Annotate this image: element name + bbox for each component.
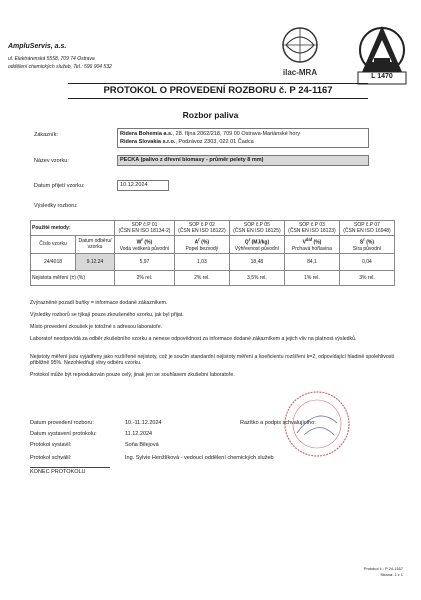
table-row bbox=[31, 253, 395, 270]
sample-name-value: PECKA (palivo z dřevní biomasy - průměr pelety 8 mm) bbox=[117, 155, 369, 166]
sample-no-cell: 24/4018 bbox=[31, 253, 76, 270]
value-cell: 0,04 bbox=[339, 253, 394, 270]
value-cell: 18,48 bbox=[229, 253, 284, 270]
page-number: Strana: 1 z 1 bbox=[380, 572, 403, 577]
note-highlight: Zvýrazněné pozadí buňky = informace dodané zákazníkem. bbox=[30, 300, 168, 306]
issued-by-label: Protokol vystavil: bbox=[30, 442, 72, 448]
company-address: ul. Elektrárenská 5558, 709 74 Ostrava bbox=[8, 56, 95, 62]
methods-label: Použité metody: bbox=[31, 221, 115, 236]
param-header: $Q^r$ (MJ/kg) Výhřevnost původní bbox=[229, 236, 284, 254]
col-sample-date: Datum odběru/ vzorku bbox=[76, 236, 115, 254]
method-cell: SOP č.P 07 (ČSN EN ISO 16948) bbox=[339, 221, 394, 236]
uncertainty-cell: 3,5% rel. bbox=[229, 270, 284, 285]
note-location: Místo provedení zkoušek je totožné s adresou laboratoře. bbox=[30, 324, 163, 330]
value-cell: 5,97 bbox=[115, 253, 175, 270]
param-header-row bbox=[31, 236, 395, 254]
cai-accreditation-logo bbox=[352, 20, 412, 88]
param-header: $A^r$ (%) Popel bezvodý bbox=[174, 236, 229, 254]
customer-line-2: Ridera Slovakia s.r.o., Podzávoz 2303, 022 01 Čadca bbox=[120, 139, 254, 145]
methods-row bbox=[31, 221, 395, 236]
col-sample-no: Číslo vzorku bbox=[31, 236, 76, 254]
sample-name-label: Název vzorku: bbox=[34, 158, 69, 164]
uncertainty-cell: 1% rel. bbox=[284, 270, 339, 285]
note-results-scope: Výsledky rozborů se týkají pouze zkoušeného vzorku, jak byl přijat. bbox=[30, 312, 184, 318]
analysis-date-label: Datum provedení rozboru: bbox=[30, 420, 94, 426]
approved-by-value: Ing. Sylvie Henžlíková - vedoucí oddělení chemických služeb bbox=[125, 455, 274, 461]
param-header: $S^r$ (%) Síra původní bbox=[339, 236, 394, 254]
protocol-number-footer: Protokol č.: P 24-1167 bbox=[363, 566, 403, 571]
uncertainty-label: Nejistota měření (±) (%) bbox=[31, 270, 115, 285]
approved-label: Protokol schválil: bbox=[30, 455, 72, 461]
issue-date-label: Datum vystavení protokolu: bbox=[30, 431, 97, 437]
receipt-date-label: Datum přijetí vzorku: bbox=[34, 183, 85, 189]
param-header: $W^r$ (%) Voda veškerá původní bbox=[115, 236, 175, 254]
results-label: Výsledky rozboru: bbox=[34, 203, 78, 209]
analysis-date-value: 10.-11.12.2024 bbox=[125, 420, 162, 426]
param-header: $V^{daf}$ (%) Prchavá hořlavina bbox=[284, 236, 339, 254]
customer-box bbox=[117, 128, 369, 148]
uncertainty-cell: 2% rel. bbox=[115, 270, 175, 285]
issue-date-value: 11.12.2024 bbox=[125, 431, 153, 437]
ilac-mra-logo bbox=[275, 25, 325, 83]
value-cell: 84,1 bbox=[284, 253, 339, 270]
uncertainty-cell: 2% rel. bbox=[174, 270, 229, 285]
issued-by-value: Soňa Bilejová bbox=[125, 442, 159, 448]
method-cell: SOP č.P 02 (ČSN EN ISO 18122) bbox=[174, 221, 229, 236]
company-name: AmpluServis, a.s. bbox=[8, 43, 67, 50]
company-department: oddělení chemických služeb, Tel.: 596 904 532 bbox=[8, 64, 112, 70]
value-cell: 1,03 bbox=[174, 253, 229, 270]
note-reproduction: Protokol může být reprodukován pouze celý, jinak jen se souhlasem zkušební laboratoře. bbox=[30, 372, 235, 378]
sample-date-cell: 9.12.24 bbox=[76, 253, 115, 270]
customer-line-1: Ridera Bohemia a.s., 28. října 2062/218, 709 00 Ostrava-Mariánské hory bbox=[120, 131, 301, 137]
end-of-protocol: KONEC PROTOKOLU bbox=[30, 467, 110, 475]
method-cell: SOP č.P 03 (ČSN EN ISO 18123) bbox=[284, 221, 339, 236]
method-cell: SOP č.P 05 (ČSN EN ISO 18125) bbox=[229, 221, 284, 236]
note-uncertainty: Nejistoty měření jsou vyjádřeny jako rozšířené nejistoty, což je součin standardní nejistoty měření a koeficientu rozšíření k=2, odpovídající hladině spolehlivosti přibližně 95%. Nezohledňují vlivy odběru vzorku. bbox=[30, 354, 394, 366]
method-cell: SOP č.P 01 (ČSN EN ISO 18134-2) bbox=[115, 221, 175, 236]
protocol-title: PROTOKOL O PROVEDENÍ ROZBORU č. P 24-1167 bbox=[68, 83, 368, 99]
note-liability: Laboratoř neodpovídá za odběr zkušebního vzorku a nenese odpovědnost za informace dodané zákazníkem a jejich vliv na platnost výsledků. bbox=[30, 336, 357, 342]
cai-number: L 1470 bbox=[371, 73, 393, 80]
uncertainty-cell: 3% rel. bbox=[339, 270, 394, 285]
results-table bbox=[30, 220, 395, 286]
document-subtitle: Rozbor paliva bbox=[182, 110, 239, 120]
sign-label: Razítko a podpis schvalujícího: bbox=[240, 420, 316, 426]
customer-label: Zákazník: bbox=[34, 132, 58, 138]
receipt-date-value: 10.12.2024 bbox=[117, 180, 169, 191]
svg-text:ilac-MRA: ilac-MRA bbox=[282, 68, 318, 77]
uncertainty-row bbox=[31, 270, 395, 285]
